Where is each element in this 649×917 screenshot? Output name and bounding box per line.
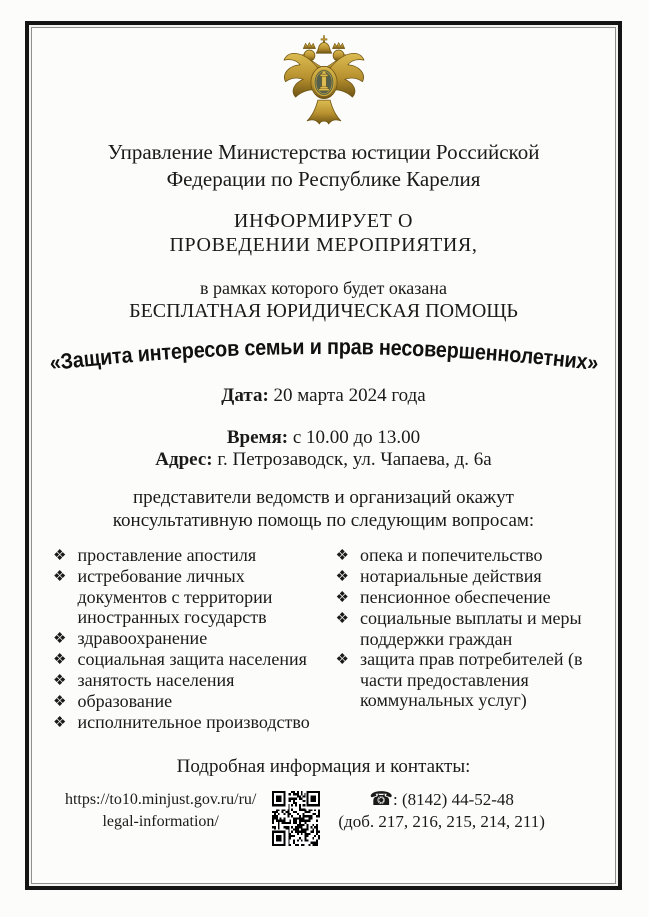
event-time bbox=[29, 427, 618, 449]
website-line1: https://to10.minjust.gov.ru/ru/ bbox=[64, 790, 257, 808]
diamond-bullet-icon: ❖ bbox=[53, 672, 67, 689]
svg-text:«Защита интересов семьи и прав bbox=[48, 334, 599, 375]
topic-item: ❖ нотариальные действия bbox=[335, 566, 542, 586]
diamond-bullet-icon: ❖ bbox=[335, 548, 349, 564]
qr-code bbox=[272, 791, 320, 846]
telephone-icon: ☎ bbox=[369, 788, 394, 810]
topic-item: ❖ истребование личных документов с территории иностранных государств bbox=[53, 566, 273, 627]
lead-line1: представители ведомств и организаций окажут bbox=[132, 487, 514, 508]
diamond-bullet-icon: ❖ bbox=[335, 652, 349, 668]
organization-line1: Управление Министерства юстиции Российской bbox=[107, 140, 540, 164]
topic-item: ❖ здравоохранение bbox=[53, 627, 208, 648]
lead-line2: консультативную помощь по следующим вопросам: bbox=[112, 510, 535, 531]
contacts-title: Подробная информация и контакты: bbox=[176, 755, 471, 777]
date-value: 20 марта 2024 года bbox=[268, 385, 426, 406]
emblem-wrap bbox=[29, 34, 618, 134]
diamond-bullet-icon: ❖ bbox=[53, 693, 67, 710]
topic-item: ❖ проставление апостиля bbox=[53, 545, 257, 565]
address-label: Адрес: bbox=[155, 449, 213, 470]
topic-item: ❖ пенсионное обеспечение bbox=[335, 587, 551, 607]
qr-box bbox=[272, 789, 320, 846]
event-date bbox=[29, 385, 618, 407]
website-line2: legal-information/ bbox=[102, 812, 219, 830]
organization-line2: Федерации по Республике Карелия bbox=[166, 167, 481, 191]
topic-item: ❖ исполнительное производство bbox=[53, 711, 310, 732]
intro-line2: БЕСПЛАТНАЯ ЮРИДИЧЕСКАЯ ПОМОЩЬ bbox=[129, 300, 518, 322]
intro-line1: в рамках которого будет оказана bbox=[199, 278, 448, 298]
diamond-bullet-icon: ❖ bbox=[53, 569, 67, 585]
topics-columns bbox=[53, 545, 618, 733]
announcement-line1: ИНФОРМИРУЕТ О bbox=[233, 210, 414, 232]
diamond-bullet-icon: ❖ bbox=[53, 548, 67, 564]
diamond-bullet-icon: ❖ bbox=[335, 611, 349, 627]
headline-text: «Защита интересов семьи и прав несовершеннолетних» bbox=[47, 333, 601, 376]
topic-item: ❖ образование bbox=[53, 690, 173, 711]
website-url bbox=[49, 789, 272, 833]
phone-extensions: (доб. 217, 216, 215, 214, 211) bbox=[338, 811, 545, 831]
announcement-line2: ПРОВЕДЕНИИ МЕРОПРИЯТИЯ, bbox=[169, 234, 478, 256]
event-address bbox=[29, 449, 618, 471]
headline-arc bbox=[34, 327, 614, 383]
diamond-bullet-icon: ❖ bbox=[53, 714, 67, 731]
diamond-bullet-icon: ❖ bbox=[335, 590, 349, 606]
topic-item: ❖ социальные выплаты и меры поддержки граждан bbox=[335, 608, 582, 649]
phone-line bbox=[320, 789, 563, 811]
topics-right-column bbox=[336, 545, 619, 733]
event-details bbox=[29, 385, 618, 471]
topics-left-column bbox=[53, 545, 336, 733]
topic-item: ❖ защита прав потребителей (в части предоставления коммунальных услуг) bbox=[335, 649, 583, 710]
diamond-bullet-icon: ❖ bbox=[53, 651, 67, 668]
time-value: с 10.00 до 13.00 bbox=[288, 427, 421, 448]
announcement bbox=[29, 209, 618, 257]
diamond-bullet-icon: ❖ bbox=[53, 630, 67, 647]
date-label: Дата: bbox=[221, 385, 269, 406]
topic-item: ❖ опека и попечительство bbox=[335, 545, 543, 565]
topic-item: ❖ занятость населения bbox=[53, 669, 235, 690]
diamond-bullet-icon: ❖ bbox=[335, 569, 349, 585]
time-label: Время: bbox=[226, 427, 289, 448]
phone-number: : (8142) 44-52-48 bbox=[393, 789, 514, 809]
lead-text bbox=[29, 486, 618, 532]
intro bbox=[29, 277, 618, 323]
phone-block bbox=[320, 789, 563, 833]
minjust-eagle-emblem-icon bbox=[277, 34, 371, 134]
poster-frame bbox=[25, 21, 622, 890]
organization-title bbox=[29, 139, 618, 193]
contacts-row bbox=[29, 789, 618, 846]
topic-item: ❖ социальная защита населения bbox=[53, 648, 307, 669]
address-value: г. Петрозаводск, ул. Чапаева, д. 6а bbox=[212, 449, 492, 470]
